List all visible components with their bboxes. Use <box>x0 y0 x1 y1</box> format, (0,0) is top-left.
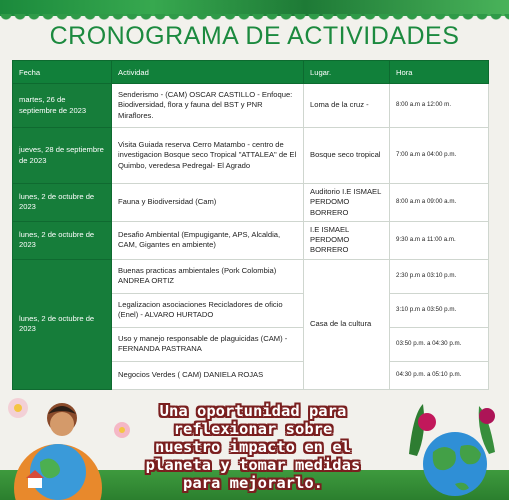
time-cell: 03:50 p.m. a 04:30 p.m. <box>390 327 489 361</box>
slogan-line: Una oportunidad para <box>159 402 347 420</box>
time-cell: 3:10 p.m a 03:50 p.m. <box>390 293 489 327</box>
place-cell: Loma de la cruz - <box>304 84 390 128</box>
header-hora: Hora <box>390 61 489 84</box>
slogan-line: nuestro impacto en el <box>155 438 351 456</box>
header-fecha: Fecha <box>13 61 112 84</box>
table-row <box>13 259 489 293</box>
time-cell: 2:30 p.m a 03:10 p.m. <box>390 259 489 293</box>
place-cell: Bosque seco tropical <box>304 128 390 184</box>
slogan-line: reflexionar sobre <box>173 420 333 438</box>
header-lugar: Lugar. <box>304 61 390 84</box>
activity-cell: Senderismo - (CAM) OSCAR CASTILLO - Enfoque: Biodiversidad, flora y fauna del BST y PNR Miraflores. <box>112 84 304 128</box>
date-cell: lunes, 2 de octubre de 2023 <box>13 221 112 259</box>
date-cell: lunes, 2 de octubre de 2023 <box>13 259 112 389</box>
table-row <box>13 84 489 128</box>
activity-cell: Legalizacion asociaciones Recicladores de oficio (Enel) - ALVARO HURTADO <box>112 293 304 327</box>
place-cell: Casa de la cultura <box>304 259 390 389</box>
table-row <box>13 221 489 259</box>
footer-illustration <box>0 390 509 500</box>
activity-cell: Desafio Ambiental (Empugigante, APS, Alcaldia, CAM, Gigantes en ambiente) <box>112 221 304 259</box>
activity-cell: Negocios Verdes ( CAM) DANIELA ROJAS <box>112 361 304 389</box>
table-header-row <box>13 61 489 84</box>
place-cell: Auditorio I.E ISMAEL PERDOMO BORRERO <box>304 184 390 222</box>
table-row <box>13 128 489 184</box>
page-title: CRONOGRAMA DE ACTIVIDADES <box>49 22 460 50</box>
slogan-text <box>108 402 398 492</box>
date-cell: martes, 26 de septiembre de 2023 <box>13 84 112 128</box>
time-cell: 8:00 a.m a 12:00 m. <box>390 84 489 128</box>
time-cell: 7:00 a.m a 04:00 p.m. <box>390 128 489 184</box>
header-actividad: Actividad <box>112 61 304 84</box>
activity-cell: Uso y manejo responsable de plaguicidas (CAM) - FERNANDA PASTRANA <box>112 327 304 361</box>
slogan-line: para mejorarlo. <box>183 474 323 492</box>
slogan-line: planeta y tomar medidas <box>145 456 361 474</box>
earth-globe-illustration <box>399 394 509 500</box>
activity-cell: Buenas practicas ambientales (Pork Colombia) ANDREA ORTIZ <box>112 259 304 293</box>
date-cell: lunes, 2 de octubre de 2023 <box>13 184 112 222</box>
activity-cell: Visita Guiada reserva Cerro Matambo - centro de investigacion Bosque seco Tropical "ATTALEA" de El Quimbo, veredesa Pedregal- El Agrado <box>112 128 304 184</box>
date-cell: jueves, 28 de septiembre de 2023 <box>13 128 112 184</box>
activity-cell: Fauna y Biodiversidad (Cam) <box>112 184 304 222</box>
time-cell: 9:30 a.m a 11:00 a.m. <box>390 221 489 259</box>
time-cell: 8:00 a.m a 09:00 a.m. <box>390 184 489 222</box>
time-cell: 04:30 p.m. a 05:10 p.m. <box>390 361 489 389</box>
decorative-leaf-border <box>0 0 509 16</box>
schedule-table <box>12 60 489 390</box>
place-cell: I.E ISMAEL PERDOMO BORRERO <box>304 221 390 259</box>
table-row <box>13 184 489 222</box>
